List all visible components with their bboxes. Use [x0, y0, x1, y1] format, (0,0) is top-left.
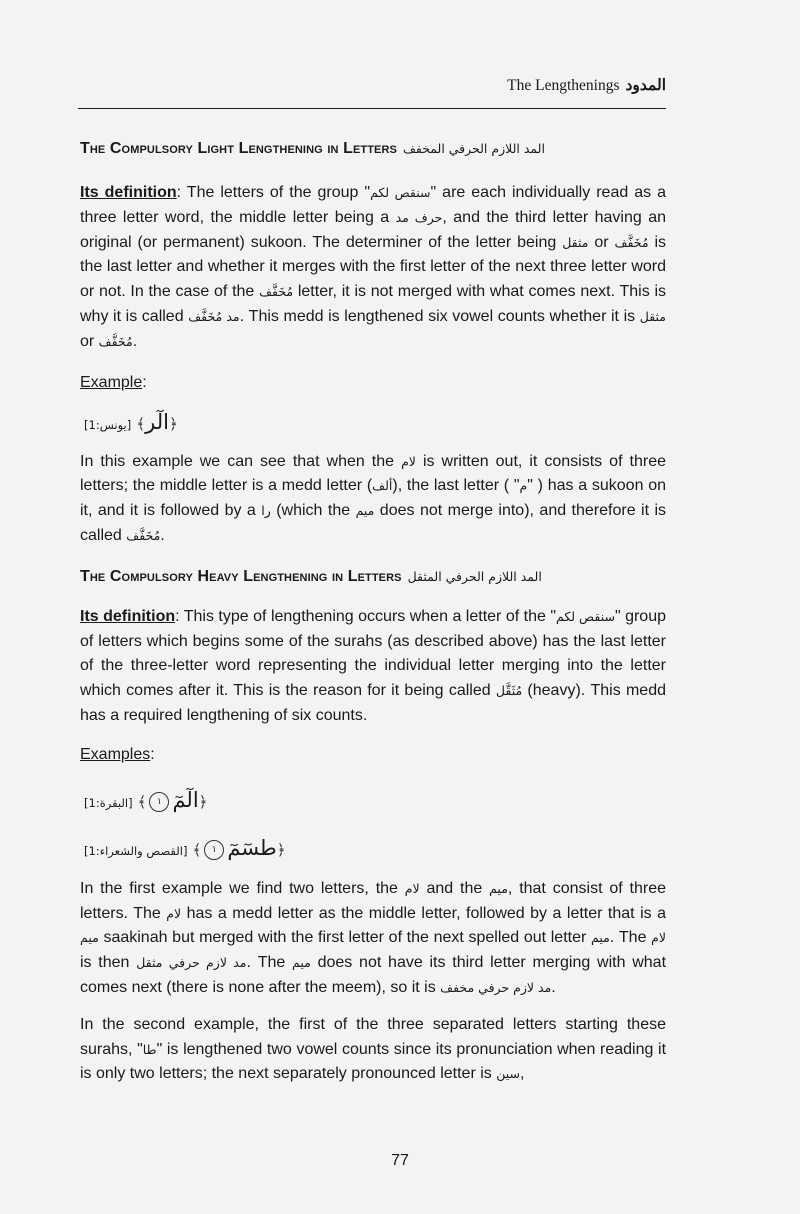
quran-example: [البقرة:1] ﴾ ١ الٓمٓ﴿ [84, 787, 208, 812]
explanation-paragraph: In the first example we find two letters, the لام and the ميم, that consist of three letters. The لام has a medd letter as the middle letter, followed by a letter that is a ميم saakinah but merged with the first letter of the next spelled out letter ميم. The لام is then مد لازم حرفي مثقل. The ميم does not have its third letter merging with what comes next (there is none after the meem), so it is مد لازم حرفي مخفف. [80, 879, 667, 996]
examples-label: Examples [80, 745, 151, 763]
example-label: Example [80, 373, 143, 391]
running-header [80, 76, 666, 95]
section-title-text: The Compulsory Heavy Lengthening in Letters [80, 567, 402, 585]
section-title-text: The Compulsory Light Lengthening in Letters [80, 140, 397, 157]
page-content [80, 138, 666, 1087]
definition-label: Its definition [80, 184, 177, 201]
quran-text: الٓر [145, 409, 169, 434]
verse-reference: [البقرة:1] [84, 795, 133, 810]
running-header-arabic: المدود [625, 77, 666, 94]
ayah-number-icon: ١ [149, 792, 169, 812]
definition-paragraph: Its definition: The letters of the group "سنقص لكم" are each individually read as a three letter word, the middle letter being a حرف مد, and the third letter having an original (or permanent) sukoon. The determiner of the letter being مثقل or مُخَفَّف is the last letter and whether it merges with the first letter of the next three letter word or not. In the case of the مُخَفَّف letter, it is not merged with what comes next. This is why it is called مد مُخَفَّف. This medd is lengthened six vowel counts whether it is مثقل or مُخَفَّف. [80, 184, 667, 350]
ayah-number-icon: ١ [204, 840, 224, 860]
quran-example: [يونس:1] ﴾الٓر﴿ [84, 409, 178, 434]
definition-label: Its definition [80, 607, 176, 625]
examples-label-line: Examples: [80, 745, 155, 763]
explanation-paragraph: In this example we can see that when the لام is written out, it consists of three letters; the middle letter is a medd letter (ألف), the last letter ( "م" ) has a sukoon on it, and it is followed by a را (which the ميم does not merge into), and therefore it is called مُخَفَّف. [80, 452, 667, 544]
quran-example: [القصص والشعراء:1] ﴾ ١ طسٓمٓ﴿ [84, 835, 286, 860]
running-header-title: The Lengthenings [507, 77, 620, 94]
example-label-line: Example: [80, 373, 147, 391]
section-title-heavy-lengthening [80, 566, 666, 588]
definition-paragraph: Its definition: This type of lengthening occurs when a letter of the "سنقص لكم" group of letters which begins some of the surahs (as described above) has the last letter of the three-letter word representing the individual letter merging into the letter which comes after it. This is the reason for it being called مُثَقَّل (heavy). This medd has a required lengthening of six counts. [80, 607, 667, 724]
section-title-arabic: المد اللازم الحرفي المخفف [402, 141, 545, 156]
section-title-light-lengthening [80, 138, 666, 160]
quran-text: الٓمٓ [172, 787, 199, 812]
verse-reference: [يونس:1] [84, 417, 132, 432]
header-rule [78, 108, 666, 109]
section-title-arabic: المد اللازم الحرفي المثقل [407, 568, 542, 584]
page-number: 77 [391, 1152, 409, 1169]
verse-reference: [القصص والشعراء:1] [84, 843, 188, 858]
quran-text: طسٓمٓ [227, 835, 277, 860]
explanation-paragraph: In the second example, the first of the three separated letters starting these surahs, "طا" is lengthened two vowel counts since its pronunciation when reading it is only two letters; the next separately pronounced letter is سين, [80, 1015, 667, 1083]
